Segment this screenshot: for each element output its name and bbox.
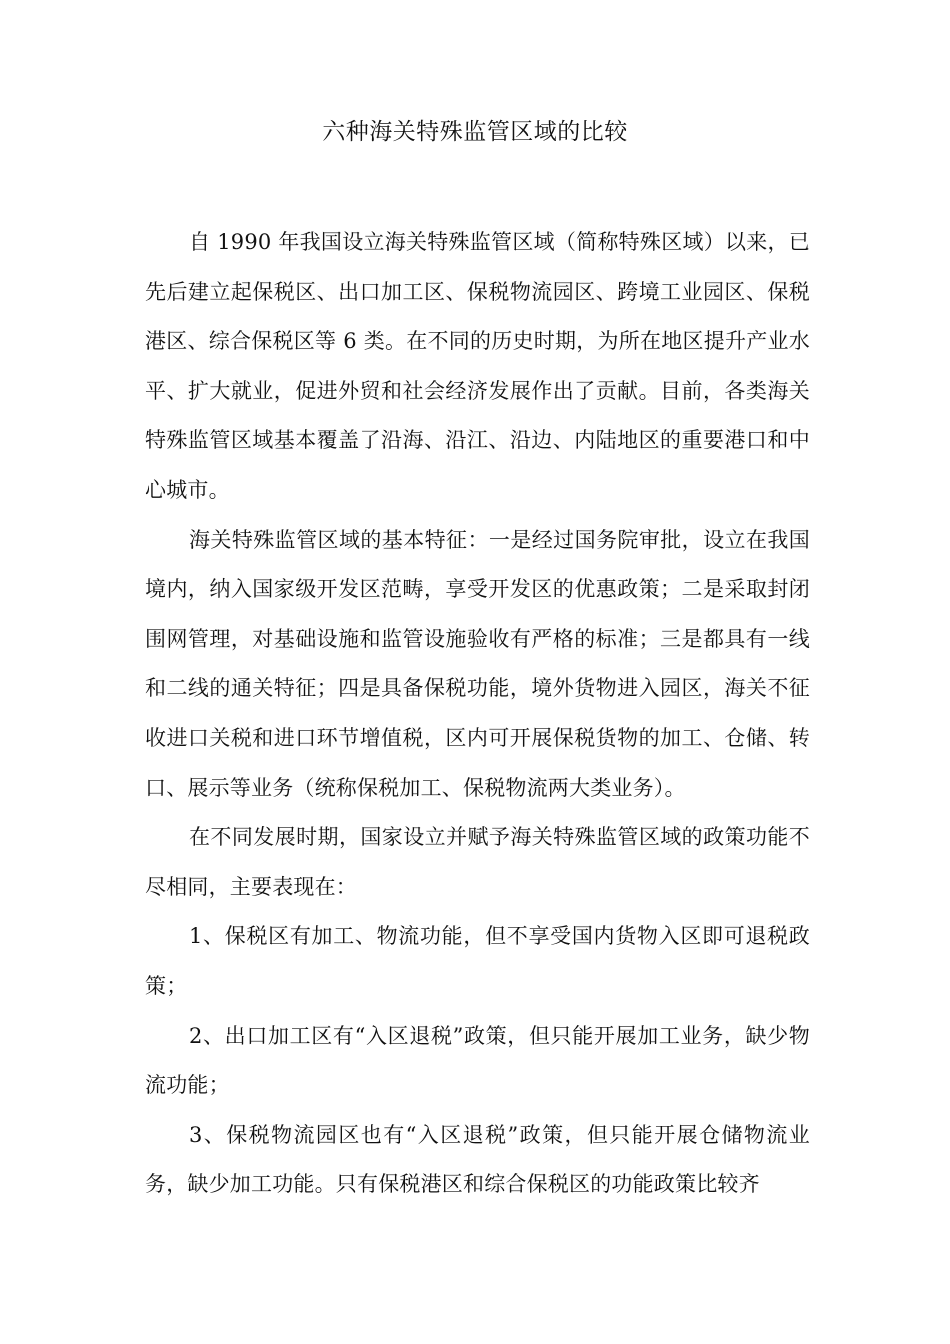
paragraph-basic-features: 海关特殊监管区域的基本特征：一是经过国务院审批，设立在我国境内，纳入国家级开发区范畴，享受开发区的优惠政策；二是采取封闭围网管理，对基础设施和监管设施验收有严格的标准；三是都具有一线和二线的通关特征；四是具备保税功能，境外货物进入园区，海关不征收进口关税和进口环节增值税，区内可开展保税货物的加工、仓储、转口、展示等业务（统称保税加工、保税物流两大类业务）。 [145,527,810,800]
paragraph-item-3: 3、保税物流园区也有“入区退税”政策，但只能开展仓储物流业务，缺少加工功能。只有保税港区和综合保税区的功能政策比较齐 [145,1122,810,1197]
document-body [145,218,810,1210]
paragraph-item-2: 2、出口加工区有“入区退税”政策，但只能开展加工业务，缺少物流功能； [145,1023,810,1098]
paragraph-policy-differences: 在不同发展时期，国家设立并赋予海关特殊监管区域的政策功能不尽相同，主要表现在： [145,825,810,899]
document-title: 六种海关特殊监管区域的比较 [322,119,628,145]
paragraph-intro: 自 1990 年我国设立海关特殊监管区域（简称特殊区域）以来，已先后建立起保税区、出口加工区、保税物流园区、跨境工业园区、保税港区、综合保税区等 6 类。在不同的历史时期，为所在地区提升产业水平、扩大就业，促进外贸和社会经济发展作出了贡献。目前，各类海关特殊监管区域基本覆盖了沿海、沿江、沿边、内陆地区的重要港口和中心城市。 [145,230,810,502]
paragraph-item-1: 1、保税区有加工、物流功能，但不享受国内货物入区即可退税政策； [145,924,810,998]
